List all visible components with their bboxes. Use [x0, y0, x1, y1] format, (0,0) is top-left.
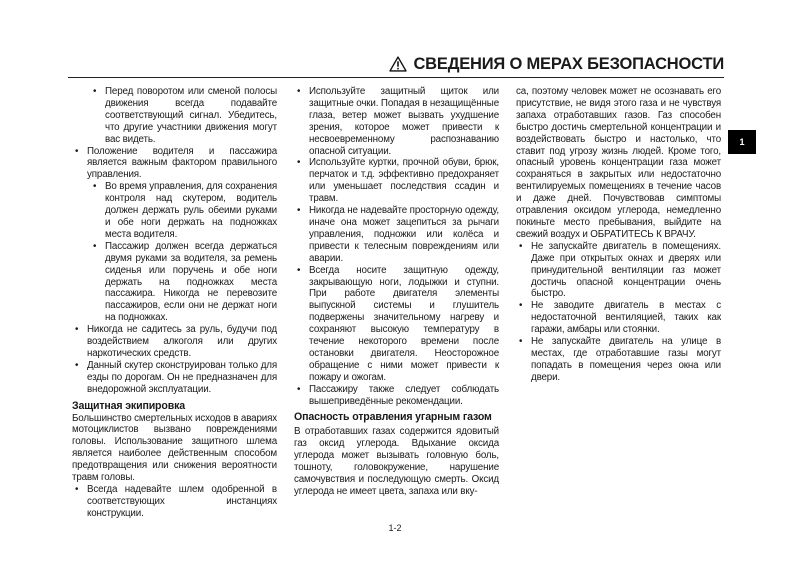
bullet-rider-position: • Положение водителя и пассажира является важным фактором правильного управления. — [75, 145, 277, 181]
warning-triangle-icon — [389, 56, 407, 72]
bullet-poor-ventilation: • Не заводите двигатель в местах с недостаточной вентиляцией, таких как гаражи, амбары или стоянки. — [519, 300, 721, 336]
bullet-protective-clothing: • Всегда носите защитную одежду, закрывающую ноги, лодыжки и ступни. При работе двигателя элементы выпускной системы и глушитель подвержены значительному нагреву и сохраняют высокую температуру в течение некоторого времени после остановки двигателя. Неосторожное обращение с ними может привести к пожару и ожогам. — [297, 264, 499, 383]
sub-bullet-rider-hands: • Во время управления, для сохранения контроля над скутером, водитель должен держать руль обеими руками и обе ноги держать на подножках места водителя. — [93, 181, 277, 240]
header-rule — [68, 77, 724, 78]
bullet-jackets: • Используйте куртки, прочной обуви, брюк, перчаток и т.д. эффективно предохраняет или уменьшает последствия ссадин и травм. — [297, 157, 499, 205]
page-number: 1-2 — [388, 523, 402, 533]
bullet-helmet: • Всегда надевайте шлем одобренной в соответствующих инстанциях конструкции. — [75, 484, 277, 519]
section-title: СВЕДЕНИЯ О МЕРАХ БЕЗОПАСНОСТИ — [413, 54, 724, 73]
heading-protective-gear: Защитная экипировка — [72, 399, 185, 412]
sub-bullet-turn-signal: • Перед поворотом или сменой полосы движения всегда подавайте соответствующий сигнал. Убедитесь, что другие участники движения могут вас видеть. — [93, 86, 277, 145]
column-3 — [516, 86, 721, 384]
column-1 — [72, 86, 277, 520]
column-2 — [294, 86, 499, 498]
paragraph-head-injuries: Большинство смертельных исходов в авариях мотоциклистов вызвано повреждениями головы. Использование защитного шлема является наиболее действенным способом предотвращения или снижения вероятности травм головы. — [72, 412, 277, 484]
heading-carbon-monoxide: Опасность отравления угарным газом — [294, 411, 492, 424]
bullet-no-indoor-start: • Не запускайте двигатель в помещениях. Даже при открытых окнах и дверях или принудительной вентиляции газ может достичь опасной концентрации очень быстро. — [519, 240, 721, 300]
chapter-tab: 1 — [728, 130, 756, 154]
paragraph-exhaust-gas: В отработавших газах содержится ядовитый газ оксид углерода. Вдыхание оксида углерода может вызывать головную боль, тошноту, головокружение, нарушение самочувствия и последующую смерть. Оксид углерода не имеет цвета, запаха или вку- — [294, 426, 499, 497]
bullet-loose-clothing: • Никогда не надевайте просторную одежду, иначе она может зацепиться за рычаги управления, подножки или колёса и привести к телесным повреждениям или аварии. — [297, 205, 499, 264]
section-header — [364, 52, 724, 76]
sub-bullet-passenger: • Пассажир должен всегда держаться двумя руками за водителя, за ремень сиденья или поручень и обе ноги держать на подножках места пассажира. Никогда не перевозите пассажиров, если они не держат ноги на подножках. — [93, 240, 277, 324]
bullet-face-shield: • Используйте защитный щиток или защитные очки. Попадая в незащищённые глаза, ветер может вызвать ухудшение зрения, которое может привести к несвоевременному распознаванию опасной ситуации. — [297, 86, 499, 157]
paragraph-co-danger: са, поэтому человек может не осознавать его присутствие, не видя этого газа и не чувствуя запаха отработавших газов. Газ способен быстро достичь смертельной концентрации и воздействовать быстро и настолько, что ставит под угрозу жизнь людей. Кроме того, опасный уровень концентрации газа может сохраняться в закрытых или недостаточно вентилируемых помещениях в течение часов и даже дней. Почувствовав симптомы отравления оксидом углерода, немедленно покиньте место пребывания, выйдите на свежий воздух и ОБРАТИТЕСЬ К ВРАЧУ. — [516, 86, 721, 240]
bullet-alcohol: • Никогда не садитесь за руль, будучи под воздействием алкоголя или других наркотических средств. — [75, 324, 277, 359]
bullet-passenger-advice: • Пассажиру также следует соблюдать вышеприведённые рекомендации. — [297, 383, 499, 407]
bullet-outdoor-windows: • Не запускайте двигатель на улице в местах, где отработавшие газы могут попадать в помещения через окна или двери. — [519, 336, 721, 383]
bullet-road-only: • Данный скутер сконструирован только для езды по дорогам. Он не предназначен для внедорожной эксплуатации. — [75, 359, 277, 395]
